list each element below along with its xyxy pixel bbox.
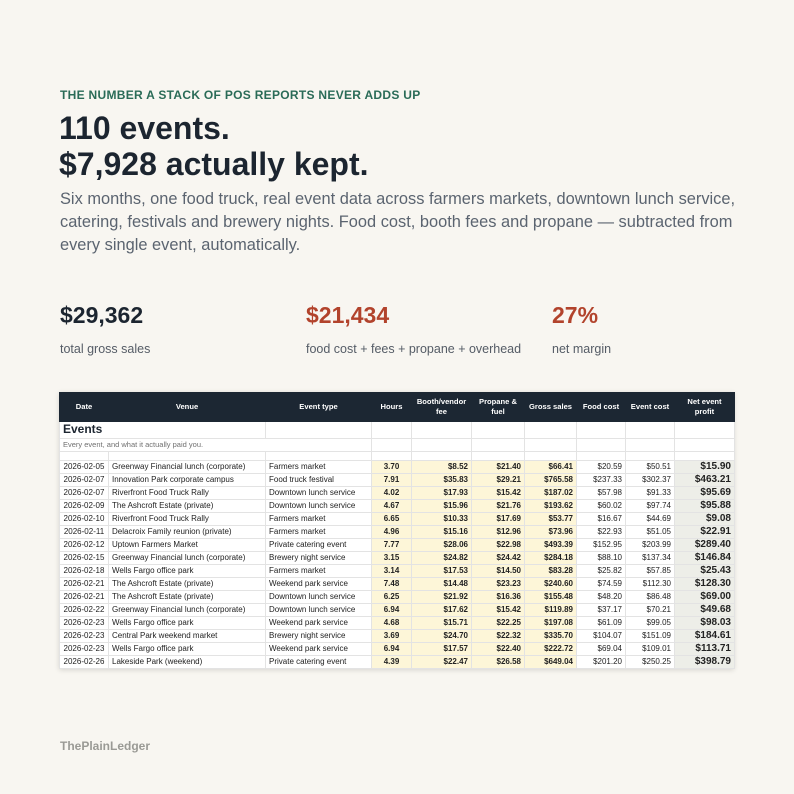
- cell-event-type[interactable]: Private catering event: [266, 656, 372, 669]
- cell-food-cost[interactable]: $104.07: [577, 630, 626, 643]
- cell-net-profit[interactable]: $95.88: [675, 500, 735, 513]
- cell-net-profit[interactable]: $95.69: [675, 487, 735, 500]
- cell-venue[interactable]: Greenway Financial lunch (corporate): [109, 552, 266, 565]
- cell-date[interactable]: 2026-02-15: [60, 552, 109, 565]
- cell-propane[interactable]: $21.76: [472, 500, 525, 513]
- brand-logo-text: ThePlainLedger: [60, 739, 151, 753]
- cell-propane[interactable]: $22.98: [472, 539, 525, 552]
- cell-booth-fee[interactable]: $24.82: [412, 552, 472, 565]
- cell-booth-fee[interactable]: $17.93: [412, 487, 472, 500]
- column-header[interactable]: Hours: [372, 393, 412, 422]
- cell-date[interactable]: 2026-02-21: [60, 591, 109, 604]
- cell-venue[interactable]: The Ashcroft Estate (private): [109, 578, 266, 591]
- cell-gross-sales[interactable]: $222.72: [525, 643, 577, 656]
- cell-date[interactable]: 2026-02-09: [60, 500, 109, 513]
- cell-gross-sales[interactable]: $493.39: [525, 539, 577, 552]
- cell-event-cost[interactable]: $151.09: [626, 630, 675, 643]
- cell-food-cost[interactable]: $25.82: [577, 565, 626, 578]
- events-spreadsheet: [59, 392, 734, 669]
- cell-propane[interactable]: $15.42: [472, 487, 525, 500]
- cell-propane[interactable]: $14.50: [472, 565, 525, 578]
- cell-date[interactable]: 2026-02-18: [60, 565, 109, 578]
- table-row: [60, 565, 735, 578]
- cell-event-cost[interactable]: $99.05: [626, 617, 675, 630]
- cell-hours[interactable]: 4.68: [372, 617, 412, 630]
- cell-date[interactable]: 2026-02-11: [60, 526, 109, 539]
- cell-net-profit[interactable]: $15.90: [675, 461, 735, 474]
- column-header[interactable]: Propane & fuel: [472, 393, 525, 422]
- cell-event-cost[interactable]: $70.21: [626, 604, 675, 617]
- cell-hours[interactable]: 4.39: [372, 656, 412, 669]
- cell-propane[interactable]: $21.40: [472, 461, 525, 474]
- cell-propane[interactable]: $22.32: [472, 630, 525, 643]
- cell-venue[interactable]: Innovation Park corporate campus: [109, 474, 266, 487]
- cell-booth-fee[interactable]: $17.57: [412, 643, 472, 656]
- cell-event-cost[interactable]: $51.05: [626, 526, 675, 539]
- cell-food-cost[interactable]: $74.59: [577, 578, 626, 591]
- table-row: [60, 604, 735, 617]
- cell-booth-fee[interactable]: $14.48: [412, 578, 472, 591]
- stat-label: net margin: [552, 342, 612, 356]
- cell-net-profit[interactable]: $25.43: [675, 565, 735, 578]
- cell-date[interactable]: 2026-02-26: [60, 656, 109, 669]
- column-header[interactable]: Venue: [109, 393, 266, 422]
- cell-venue[interactable]: Lakeside Park (weekend): [109, 656, 266, 669]
- cell-food-cost[interactable]: $57.98: [577, 487, 626, 500]
- table-row: [60, 656, 735, 669]
- cell-event-type[interactable]: Weekend park service: [266, 643, 372, 656]
- cell-event-type[interactable]: Downtown lunch service: [266, 604, 372, 617]
- cell-event-type[interactable]: Brewery night service: [266, 552, 372, 565]
- cell-date[interactable]: 2026-02-10: [60, 513, 109, 526]
- cell-event-type[interactable]: Farmers market: [266, 565, 372, 578]
- cell-gross-sales[interactable]: $240.60: [525, 578, 577, 591]
- cell-event-cost[interactable]: $97.74: [626, 500, 675, 513]
- cell-gross-sales[interactable]: $83.28: [525, 565, 577, 578]
- cell-event-type[interactable]: Downtown lunch service: [266, 591, 372, 604]
- cell-net-profit[interactable]: $184.61: [675, 630, 735, 643]
- cell-event-cost[interactable]: $137.34: [626, 552, 675, 565]
- cell-event-type[interactable]: Downtown lunch service: [266, 500, 372, 513]
- table-row: [60, 552, 735, 565]
- cell-hours[interactable]: 3.70: [372, 461, 412, 474]
- cell-event-cost[interactable]: $302.37: [626, 474, 675, 487]
- headline-line-2: $7,928 actually kept.: [59, 146, 369, 182]
- table-row: [60, 500, 735, 513]
- cell-venue[interactable]: Central Park weekend market: [109, 630, 266, 643]
- cell-hours[interactable]: 6.94: [372, 604, 412, 617]
- headline: [59, 110, 369, 182]
- table-body: [60, 461, 735, 669]
- cell-food-cost[interactable]: $60.02: [577, 500, 626, 513]
- column-header[interactable]: Event cost: [626, 393, 675, 422]
- cell-event-type[interactable]: Weekend park service: [266, 617, 372, 630]
- cell-booth-fee[interactable]: $10.33: [412, 513, 472, 526]
- cell-event-cost[interactable]: $91.33: [626, 487, 675, 500]
- cell-hours[interactable]: 6.65: [372, 513, 412, 526]
- cell-food-cost[interactable]: $20.59: [577, 461, 626, 474]
- cell-venue[interactable]: Wells Fargo office park: [109, 565, 266, 578]
- cell-booth-fee[interactable]: $15.71: [412, 617, 472, 630]
- cell-food-cost[interactable]: $69.04: [577, 643, 626, 656]
- cell-venue[interactable]: Delacroix Family reunion (private): [109, 526, 266, 539]
- cell-net-profit[interactable]: $69.00: [675, 591, 735, 604]
- cell-propane[interactable]: $29.21: [472, 474, 525, 487]
- eyebrow-text: THE NUMBER A STACK OF POS REPORTS NEVER ADDS UP: [60, 88, 421, 102]
- column-header[interactable]: Date: [60, 393, 109, 422]
- cell-event-cost[interactable]: $44.69: [626, 513, 675, 526]
- cell-booth-fee[interactable]: $15.96: [412, 500, 472, 513]
- cell-gross-sales[interactable]: $193.62: [525, 500, 577, 513]
- cell-propane[interactable]: $24.42: [472, 552, 525, 565]
- table-row: [60, 617, 735, 630]
- cell-date[interactable]: 2026-02-23: [60, 643, 109, 656]
- table-row: [60, 474, 735, 487]
- cell-event-cost[interactable]: $112.30: [626, 578, 675, 591]
- events-table: [59, 392, 735, 669]
- stat-net-margin: [552, 300, 611, 356]
- cell-event-type[interactable]: Farmers market: [266, 526, 372, 539]
- cell-booth-fee[interactable]: $17.53: [412, 565, 472, 578]
- cell-venue[interactable]: Wells Fargo office park: [109, 643, 266, 656]
- cell-gross-sales[interactable]: $66.41: [525, 461, 577, 474]
- cell-propane[interactable]: $26.58: [472, 656, 525, 669]
- table-row: [60, 487, 735, 500]
- cell-net-profit[interactable]: $128.30: [675, 578, 735, 591]
- sheet-subtitle-text: Every event, and what it actually paid you.: [63, 440, 204, 449]
- stat-label: total gross sales: [60, 342, 151, 356]
- cell-propane[interactable]: $23.23: [472, 578, 525, 591]
- cell-hours[interactable]: 3.15: [372, 552, 412, 565]
- headline-line-1: 110 events.: [59, 110, 230, 146]
- column-header[interactable]: Booth/vendor fee: [412, 393, 472, 422]
- cell-hours[interactable]: 6.25: [372, 591, 412, 604]
- column-header[interactable]: Food cost: [577, 393, 626, 422]
- cell-venue[interactable]: Greenway Financial lunch (corporate): [109, 461, 266, 474]
- cell-booth-fee[interactable]: $28.06: [412, 539, 472, 552]
- sheet-title-text: Events: [63, 422, 103, 436]
- cell-gross-sales[interactable]: $284.18: [525, 552, 577, 565]
- column-header[interactable]: Event type: [266, 393, 372, 422]
- cell-event-type[interactable]: Farmers market: [266, 461, 372, 474]
- cell-hours[interactable]: 7.77: [372, 539, 412, 552]
- table-row: [60, 591, 735, 604]
- stat-gross-sales: [60, 300, 150, 356]
- cell-food-cost[interactable]: $201.20: [577, 656, 626, 669]
- table-row: [60, 539, 735, 552]
- cell-event-type[interactable]: Farmers market: [266, 513, 372, 526]
- stat-costs: [306, 300, 521, 356]
- cell-gross-sales[interactable]: $335.70: [525, 630, 577, 643]
- cell-food-cost[interactable]: $88.10: [577, 552, 626, 565]
- cell-food-cost[interactable]: $152.95: [577, 539, 626, 552]
- cell-gross-sales[interactable]: $73.96: [525, 526, 577, 539]
- cell-hours[interactable]: 3.69: [372, 630, 412, 643]
- cell-event-type[interactable]: Downtown lunch service: [266, 487, 372, 500]
- cell-hours[interactable]: 3.14: [372, 565, 412, 578]
- stat-value: $29,362: [60, 302, 144, 328]
- cell-net-profit[interactable]: $398.79: [675, 656, 735, 669]
- cell-date[interactable]: 2026-02-23: [60, 617, 109, 630]
- cell-food-cost[interactable]: $16.67: [577, 513, 626, 526]
- cell-gross-sales[interactable]: $155.48: [525, 591, 577, 604]
- cell-gross-sales[interactable]: $53.77: [525, 513, 577, 526]
- subtitle: Six months, one food truck, real event data across farmers markets, downtown lunch service, catering, festivals and brewery nights. Food cost, booth fees and propane — subtracted from every single event, automatically.: [60, 190, 736, 254]
- cell-propane[interactable]: $22.25: [472, 617, 525, 630]
- cell-net-profit[interactable]: $49.68: [675, 604, 735, 617]
- table-row: [60, 461, 735, 474]
- cell-gross-sales[interactable]: $649.04: [525, 656, 577, 669]
- cell-food-cost[interactable]: $37.17: [577, 604, 626, 617]
- cell-event-cost[interactable]: $86.48: [626, 591, 675, 604]
- cell-venue[interactable]: Uptown Farmers Market: [109, 539, 266, 552]
- cell-booth-fee[interactable]: $35.83: [412, 474, 472, 487]
- stat-label: food cost + fees + propane + overhead: [306, 342, 522, 356]
- table-row: [60, 578, 735, 591]
- table-row: [60, 513, 735, 526]
- cell-net-profit[interactable]: $146.84: [675, 552, 735, 565]
- cell-food-cost[interactable]: $22.93: [577, 526, 626, 539]
- cell-hours[interactable]: 7.91: [372, 474, 412, 487]
- stat-value: 27%: [552, 302, 599, 328]
- cell-booth-fee[interactable]: $24.70: [412, 630, 472, 643]
- cell-net-profit[interactable]: $9.08: [675, 513, 735, 526]
- cell-propane[interactable]: $17.69: [472, 513, 525, 526]
- cell-event-type[interactable]: Private catering event: [266, 539, 372, 552]
- cell-date[interactable]: 2026-02-23: [60, 630, 109, 643]
- table-row: [60, 643, 735, 656]
- cell-hours[interactable]: 4.96: [372, 526, 412, 539]
- cell-propane[interactable]: $12.96: [472, 526, 525, 539]
- cell-booth-fee[interactable]: $8.52: [412, 461, 472, 474]
- cell-date[interactable]: 2026-02-07: [60, 487, 109, 500]
- cell-food-cost[interactable]: $48.20: [577, 591, 626, 604]
- stat-value: $21,434: [306, 302, 390, 328]
- cell-date[interactable]: 2026-02-21: [60, 578, 109, 591]
- sheet-title: [60, 422, 266, 439]
- cell-hours[interactable]: 4.02: [372, 487, 412, 500]
- cell-net-profit[interactable]: $463.21: [675, 474, 735, 487]
- cell-hours[interactable]: 7.48: [372, 578, 412, 591]
- sheet-subtitle: [60, 439, 372, 452]
- cell-event-cost[interactable]: $50.51: [626, 461, 675, 474]
- cell-food-cost[interactable]: $237.33: [577, 474, 626, 487]
- cell-date[interactable]: 2026-02-07: [60, 474, 109, 487]
- cell-event-cost[interactable]: $57.85: [626, 565, 675, 578]
- cell-hours[interactable]: 6.94: [372, 643, 412, 656]
- cell-event-cost[interactable]: $109.01: [626, 643, 675, 656]
- cell-net-profit[interactable]: $289.40: [675, 539, 735, 552]
- cell-gross-sales[interactable]: $765.58: [525, 474, 577, 487]
- cell-event-cost[interactable]: $250.25: [626, 656, 675, 669]
- cell-booth-fee[interactable]: $17.62: [412, 604, 472, 617]
- cell-venue[interactable]: Riverfront Food Truck Rally: [109, 487, 266, 500]
- table-row: [60, 526, 735, 539]
- cell-gross-sales[interactable]: $187.02: [525, 487, 577, 500]
- cell-propane[interactable]: $16.36: [472, 591, 525, 604]
- cell-date[interactable]: 2026-02-22: [60, 604, 109, 617]
- cell-propane[interactable]: $22.40: [472, 643, 525, 656]
- cell-event-type[interactable]: Brewery night service: [266, 630, 372, 643]
- cell-venue[interactable]: The Ashcroft Estate (private): [109, 591, 266, 604]
- cell-propane[interactable]: $15.42: [472, 604, 525, 617]
- cell-venue[interactable]: Wells Fargo office park: [109, 617, 266, 630]
- cell-date[interactable]: 2026-02-12: [60, 539, 109, 552]
- cell-event-type[interactable]: Weekend park service: [266, 578, 372, 591]
- cell-venue[interactable]: Riverfront Food Truck Rally: [109, 513, 266, 526]
- cell-event-cost[interactable]: $203.99: [626, 539, 675, 552]
- cell-venue[interactable]: Greenway Financial lunch (corporate): [109, 604, 266, 617]
- cell-gross-sales[interactable]: $119.89: [525, 604, 577, 617]
- cell-gross-sales[interactable]: $197.08: [525, 617, 577, 630]
- cell-booth-fee[interactable]: $22.47: [412, 656, 472, 669]
- table-row: [60, 630, 735, 643]
- column-header[interactable]: Gross sales: [525, 393, 577, 422]
- cell-net-profit[interactable]: $113.71: [675, 643, 735, 656]
- cell-booth-fee[interactable]: $21.92: [412, 591, 472, 604]
- cell-net-profit[interactable]: $98.03: [675, 617, 735, 630]
- cell-booth-fee[interactable]: $15.16: [412, 526, 472, 539]
- column-header[interactable]: Net event profit: [675, 393, 735, 422]
- header-row: [60, 393, 735, 422]
- cell-net-profit[interactable]: $22.91: [675, 526, 735, 539]
- cell-event-type[interactable]: Food truck festival: [266, 474, 372, 487]
- cell-hours[interactable]: 4.67: [372, 500, 412, 513]
- cell-food-cost[interactable]: $61.09: [577, 617, 626, 630]
- cell-venue[interactable]: The Ashcroft Estate (private): [109, 500, 266, 513]
- cell-date[interactable]: 2026-02-05: [60, 461, 109, 474]
